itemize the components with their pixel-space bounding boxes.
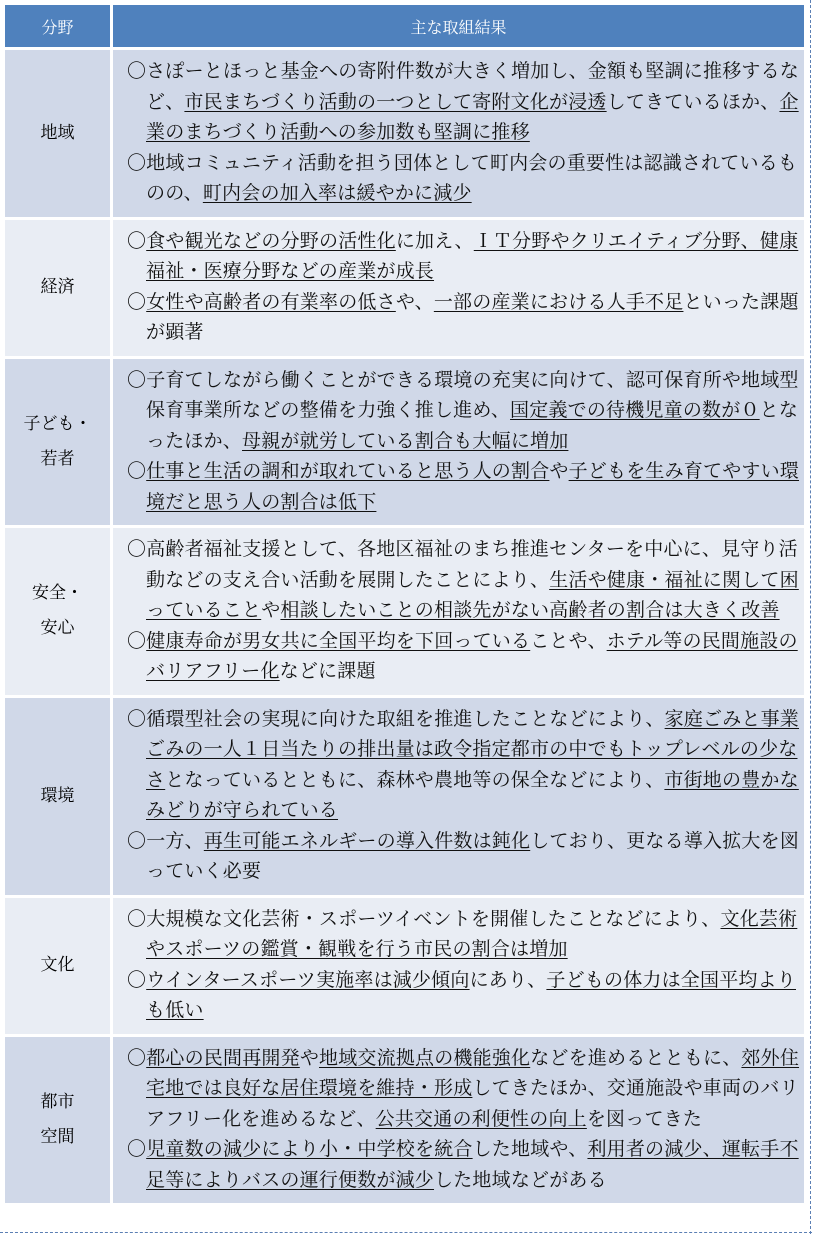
- result-text: ことや、: [530, 629, 607, 652]
- category-label: 空間: [40, 1126, 75, 1147]
- highlighted-text: 市街地の豊かなみどりが守られている: [146, 768, 799, 821]
- result-text: に加え、: [395, 229, 474, 252]
- result-item: [127, 56, 800, 148]
- category-label: 安心: [40, 618, 75, 639]
- highlighted-text: 市民まちづくり活動の一つとして寄附文化が浸透: [184, 90, 607, 113]
- result-text: を図ってきた: [586, 1107, 703, 1130]
- highlighted-text: 仕事と生活の調和が取れていると思う人の割合: [146, 460, 550, 482]
- table-row: [5, 220, 804, 356]
- category-label: 若者: [40, 448, 75, 469]
- result-item: [127, 826, 800, 887]
- highlighted-text: 女性や高齢者の有業率の低さ: [146, 290, 396, 313]
- result-text: 〇高齢者福祉支援として、各地区福祉のまち推進センターを中心に、見守り活動などの支え合い活動を展開したことにより、: [127, 538, 798, 591]
- results-cell: [113, 1037, 804, 1204]
- result-text: や: [549, 460, 569, 482]
- highlighted-text: 郊外住宅地では良好な居住環境を維持・形成: [146, 1046, 800, 1099]
- result-text: してきたほか、交通施設や車両のバリアフリー化を進めるなど、: [146, 1077, 799, 1130]
- category-cell: [5, 898, 110, 1034]
- result-item: [127, 456, 800, 517]
- dashed-border-bottom: [0, 1232, 812, 1233]
- result-text: などに課題: [279, 660, 376, 682]
- result-text: や: [261, 599, 281, 621]
- result-item: [127, 704, 800, 826]
- result-text: 〇一方、: [127, 829, 204, 852]
- highlighted-text: ウインタースポーツ実施率は減少傾向: [146, 968, 470, 991]
- result-item: [127, 148, 800, 209]
- highlighted-text: 家庭ごみと事業ごみの一人１日当たりの排出量は政令指定都市の中でもトップレベルの少なさ: [146, 707, 800, 791]
- results-cell: [113, 698, 804, 895]
- highlighted-text: 再生可能エネルギーの導入件数は鈍化: [203, 829, 531, 852]
- dashed-border-right: [810, 0, 811, 1234]
- table-header-row: [5, 5, 804, 47]
- category-cell: [5, 220, 110, 356]
- result-text: した地域などがある: [434, 1168, 607, 1191]
- result-text: した地域や、: [472, 1138, 588, 1160]
- category-label: 環境: [40, 785, 75, 806]
- category-cell: [5, 698, 110, 895]
- highlighted-text: 地域交流拠点の機能強化: [319, 1046, 531, 1069]
- result-text: してきているほか、: [606, 90, 780, 113]
- highlighted-text: 児童数の減少により小・中学校を統合: [146, 1138, 473, 1160]
- table-row: [5, 1037, 804, 1204]
- result-item: [127, 1134, 800, 1195]
- result-text: や、: [395, 290, 434, 313]
- result-text: といった課題が顕著: [146, 290, 799, 343]
- result-text: 〇さぽーとほっと基金への寄附件数が大きく増加し、金額も堅調に推移するなど、: [127, 60, 800, 113]
- highlighted-text: 企業のまちづくり活動への参加数も堅調に推移: [146, 90, 799, 143]
- result-item: [127, 534, 800, 626]
- result-item: [127, 1043, 800, 1135]
- result-text: 〇大規模な文化芸術・スポーツイベントを開催したことなどにより、: [127, 907, 721, 930]
- results-cell: [113, 220, 804, 356]
- header-results: 主な取組結果: [113, 5, 804, 47]
- highlighted-text: ホテル等の民間施設のバリアフリー化: [146, 629, 798, 682]
- category-label: 都市: [40, 1091, 75, 1112]
- result-text: しており、更なる導入拡大を図っていく必要: [146, 829, 800, 882]
- highlighted-text: 文化芸術やスポーツの鑑賞・観戦を行う市民の割合は増加: [146, 907, 798, 960]
- category-cell: [5, 528, 110, 695]
- category-cell: [5, 50, 110, 217]
- table-row: [5, 50, 804, 217]
- result-item: [127, 626, 800, 687]
- results-cell: [113, 528, 804, 695]
- highlighted-text: 相談したいことの相談先がない高齢者の割合は大きく改善: [280, 599, 780, 621]
- result-text: 〇: [127, 1138, 147, 1160]
- result-text: 〇地域コミュニティ活動を担う団体として町内会の重要性は認識されているものの、: [127, 151, 798, 204]
- highlighted-text: ＩＴ分野やクリエイティブ分野、健康福祉・医療分野などの産業が成長: [146, 229, 799, 282]
- results-cell: [113, 359, 804, 526]
- results-cell: [113, 50, 804, 217]
- highlighted-text: 食や観光などの分野の活性化: [146, 229, 396, 252]
- category-label: 地域: [40, 122, 75, 143]
- result-text: となっているとともに、森林や農地等の保全などにより、: [165, 768, 665, 791]
- result-text: 〇: [127, 229, 147, 252]
- category-cell: [5, 359, 110, 526]
- table-row: [5, 359, 804, 526]
- result-text: となったほか、: [146, 399, 799, 452]
- highlighted-text: 母親が就労している割合も大幅に増加: [242, 429, 569, 452]
- category-label: 子ども・: [23, 413, 92, 434]
- table-row: [5, 698, 804, 895]
- table-body: [5, 50, 804, 1203]
- result-item: [127, 365, 800, 457]
- result-item: [127, 226, 800, 287]
- highlighted-text: 子どもを生み育てやすい環境だと思う人の割合は低下: [146, 460, 800, 513]
- result-text: 〇: [127, 290, 147, 313]
- highlighted-text: 一部の産業における人手不足: [433, 290, 684, 313]
- header-category: 分野: [5, 5, 110, 47]
- result-text: 〇: [127, 629, 147, 652]
- highlighted-text: 公共交通の利便性の向上: [375, 1107, 587, 1130]
- category-label: 文化: [40, 955, 75, 975]
- result-text: にあり、: [469, 968, 547, 991]
- results-table: [2, 2, 807, 1206]
- result-text: 〇: [127, 1046, 147, 1069]
- table-row: [5, 528, 804, 695]
- highlighted-text: 生活や健康・福祉に関して困っていること: [146, 568, 799, 621]
- highlighted-text: 健康寿命が男女共に全国平均を下回っている: [146, 629, 531, 652]
- result-text: 〇子育てしながら働くことができる環境の充実に向けて、認可保育所や地域型保育事業所などの整備を力強く推し進め、: [127, 368, 799, 421]
- results-cell: [113, 898, 804, 1034]
- result-text: や: [299, 1046, 320, 1069]
- result-text: 〇循環型社会の実現に向けた取組を推進したことなどにより、: [127, 707, 665, 730]
- highlighted-text: 町内会の加入率は緩やかに減少: [202, 182, 472, 204]
- highlighted-text: 子どもの体力は全国平均よりも低い: [146, 968, 796, 1021]
- result-item: [127, 287, 800, 348]
- highlighted-text: 都心の民間再開発: [146, 1046, 300, 1069]
- highlighted-text: 利用者の減少、運転手不足等によりバスの運行便数が減少: [146, 1138, 799, 1191]
- category-label: 経済: [40, 277, 75, 297]
- result-text: などを進めるとともに、: [530, 1046, 742, 1069]
- result-text: 〇: [127, 460, 147, 482]
- table-row: [5, 898, 804, 1034]
- result-text: 〇: [127, 968, 147, 991]
- category-label: 安全・: [32, 583, 83, 604]
- category-cell: [5, 1037, 110, 1204]
- highlighted-text: 国定義での待機児童の数が０: [510, 399, 760, 421]
- result-item: [127, 904, 800, 965]
- result-item: [127, 965, 800, 1026]
